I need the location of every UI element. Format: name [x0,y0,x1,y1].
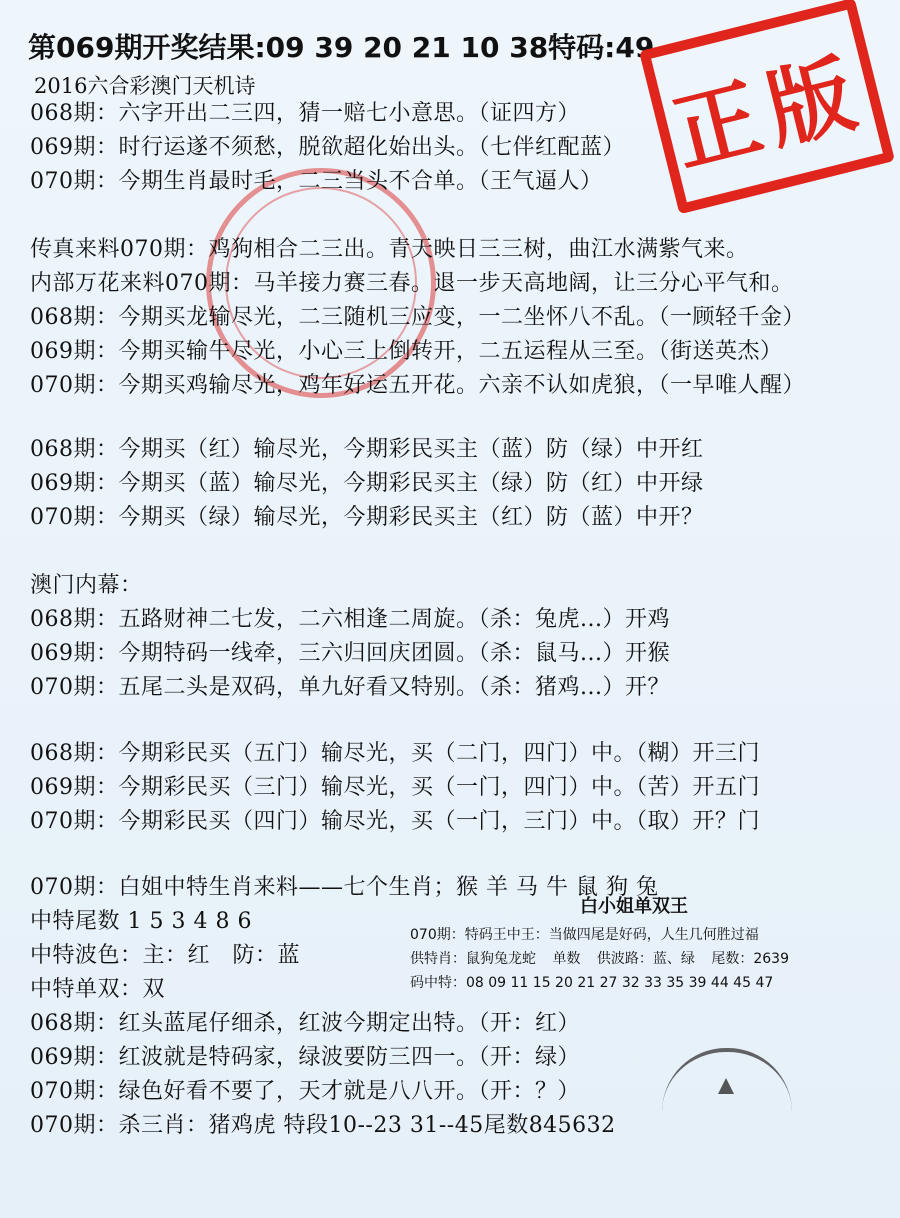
text-line: 中特尾数 1 5 3 4 8 6 [30,909,252,934]
box-zodiac: 供特肖：鼠狗兔龙蛇 [410,951,536,967]
text-line: 069期：今期买（蓝）输尽光，今期彩民买主（绿）防（红）中开绿 [30,471,704,496]
text-line: 068期：六字开出二三四，猜一赔七小意思。（证四方） [30,101,580,126]
page-subtitle: 2016六合彩澳门天机诗 [34,74,256,98]
stamp-text: 正版 [663,42,875,186]
text-line: 069期：今期特码一线牵，三六归回庆团圆。（杀：鼠马...）开猴 [30,641,670,666]
text-line: 070期：今期买（绿）输尽光，今期彩民买主（红）防（蓝）中开？ [30,505,704,530]
box-line: 码中特：08 09 11 15 20 21 27 32 33 35 39 44 45 47 [410,975,774,991]
text-line: 068期：今期买龙输尽光，二三随机三应变，一二坐怀八不乱。（一顾轻千金） [30,305,805,330]
text-line: 070期：五尾二头是双码，单九好看又特别。（杀：猪鸡...）开？ [30,675,670,700]
text-line: 070期：白姐中特生肖来料——七个生肖；猴 羊 马 牛 鼠 狗 兔 [30,875,659,900]
text-line: 068期：今期彩民买（五门）输尽光，买（二门，四门）中。（糊）开三门 [30,741,760,766]
text-line: 中特单双：双 [30,977,166,1002]
text-line: 070期：绿色好看不要了，天才就是八八开。（开：？） [30,1079,580,1104]
text-line: 069期：今期彩民买（三门）输尽光，买（一门，四门）中。（苦）开五门 [30,775,760,800]
box-parity: 单数 [552,951,581,967]
text-line: 传真来料070期：鸡狗相合二三出。青天映日三三树，曲江水满紫气来。 [30,237,749,262]
single-double-box [410,892,856,996]
box-title: 白小姐单双王 [580,896,688,917]
text-line: 068期：五路财神二七发，二六相逢二周旋。（杀：兔虎...）开鸡 [30,607,670,632]
text-line: 069期：今期买输牛尽光，小心三上倒转开，二五运程从三至。（街送英杰） [30,339,783,364]
text-line: 070期：今期生肖最时毛，二三当头不合单。（王气逼人） [30,169,603,194]
box-tail: 尾数：2639 [711,951,789,967]
text-line: 070期：今期买鸡输尽光，鸡年好运五开花。六亲不认如虎狼，（一早唯人醒） [30,373,805,398]
text-line: 069期：红波就是特码家，绿波要防三四一。（开：绿） [30,1045,580,1070]
text-line: 068期：红头蓝尾仔细杀，红波今期定出特。（开：红） [30,1011,580,1036]
text-line: 内部万花来料070期：马羊接力赛三春。退一步天高地阔，让三分心平气和。 [30,271,794,296]
section-heading: 澳门内幕： [30,573,143,598]
bottom-seal [662,1048,792,1112]
box-color: 供波路：蓝、绿 [596,951,695,967]
text-line: 中特波色：主：红 防：蓝 [30,943,301,968]
box-line: 070期：特码王中王：当做四尾是好码，人生几何胜过福 [410,927,759,943]
page-title: 第069期开奖结果:09 39 20 21 10 38特码:49 [28,31,655,64]
box-line [410,948,801,968]
text-line: 070期：今期彩民买（四门）输尽光，买（一门，三门）中。（取）开？门 [30,809,760,834]
text-line: 070期：杀三肖：猪鸡虎 特段10--23 31--45尾数845632 [30,1113,616,1138]
text-line: 069期：时行运遂不须愁，脱欲超化始出头。（七伴红配蓝） [30,135,625,160]
authentic-stamp [639,0,895,214]
text-line: 068期：今期买（红）输尽光，今期彩民买主（蓝）防（绿）中开红 [30,437,704,462]
